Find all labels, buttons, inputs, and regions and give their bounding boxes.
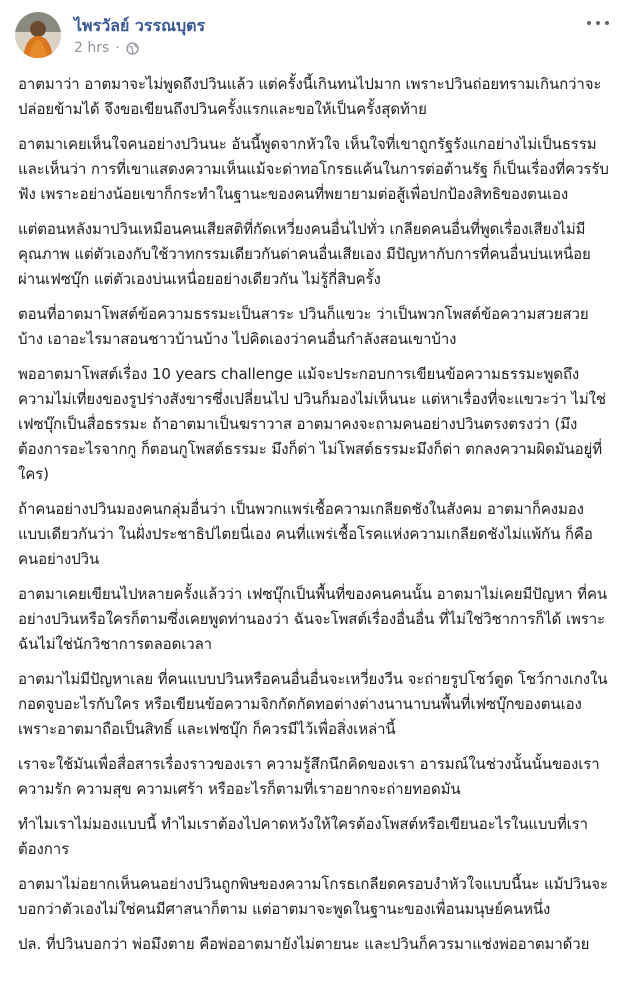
- post-paragraph: ปล. ที่ปวินบอกว่า พ่อมึงตาย คือพ่ออาตมายังไม่ตายนะ และปวินก็ควรมาแช่งพ่ออาตมาด้วย: [18, 935, 590, 953]
- post-paragraph: ตอนที่อาตมาโพสต์ข้อความธรรมะเป็นสาระ ปวินก็แขวะ ว่าเป็นพวกโพสต์ข้อความสวยสวยบ้าง เอาอะไรมาสอนชาวบ้านบ้าง ไปคิดเองว่าคนอื่นกำลังสอนเขาบ้าง: [18, 305, 589, 348]
- post-header: [0, 0, 623, 72]
- post-timestamp[interactable]: 2 hrs: [74, 40, 110, 56]
- more-horizontal-icon[interactable]: [587, 16, 609, 30]
- post-paragraph: อาตมาไม่อยากเห็นคนอย่างปวินถูกพิษของความโกรธเกลียดครอบงำหัวใจแบบนี้นะ แม้ปวินจะบอกว่าตัวเองไม่ใช่คนมีศาสนาก็ตาม แต่อาตมาจะพูดในฐานะของเพื่อนมนุษย์คนหนึ่ง: [18, 875, 608, 918]
- post-paragraph: อาตมาเคยเห็นใจคนอย่างปวินนะ อันนี้พูดจากหัวใจ เห็นใจที่เขาถูกรัฐรังแกอย่างไม่เป็นธรรม และเห็นว่า การที่เขาแสดงความเห็นแม้จะด่าทอโกรธแค้นในการต่อต้านรัฐ ก็เป็นเรื่องที่ควรรับฟัง เพราะอย่างน้อยเขาก็กระทำในฐานะของคนที่พยายามต่อสู้เพื่อปกป้องสิทธิของตนเอง: [18, 135, 609, 203]
- author-name[interactable]: ไพรวัลย์ วรรณบุตร: [74, 16, 206, 35]
- author-avatar[interactable]: [15, 12, 61, 58]
- post-paragraph: อาตมาว่า อาตมาจะไม่พูดถึงปวินแล้ว แต่ครั้งนี้เกินทนไปมาก เพราะปวินถ่อยทรามเกินกว่าจะปล่อยข้ามได้ จึงขอเขียนถึงปวินครั้งแรกและขอให้เป็นครั้งสุดท้าย: [18, 75, 602, 118]
- dot: [587, 21, 591, 25]
- post-paragraph: พออาตมาโพสต์เรื่อง 10 years challenge แม้จะประกอบการเขียนข้อความธรรมะพูดถึงความไม่เที่ยงของรูปร่างสังขารซึ่งเปลี่ยนไป ปวินก็มองไม่เห็นนะ แต่หาเรื่องที่จะแขวะว่า ไม่ใช่เฟซบุ๊กเป็นสื่อธรรมะ ถ้าอาตมาเป็นฆราวาส อาตมาคงจะถามคนอย่างปวินตรงตรงว่า (มึงต้องการอะไรจากกู ก็ตอนกูโพสต์ธรรมะ มึงก็ด่า ไม่โพสต์ธรรมะมึงก็ด่า ตกลงความผิดมันอยู่ที่ใคร): [18, 365, 606, 483]
- post-paragraph: แต่ตอนหลังมาปวินเหมือนคนเสียสติที่กัดเหวี่ยงคนอื่นไปทั่ว เกลียดคนอื่นที่พูดเรื่องเสียงไม่มีคุณภาพ แต่ตัวเองกับใช้วาทกรรมเดียวกันด่าคนอื่นเสียเอง มีปัญหากับการที่คนอื่นบ่นเหนื่อยผ่านเฟซบุ๊ก แต่ตัวเองบ่นเหนื่อยอย่างเดียวกัน ไม่รู้กี่สิบครั้ง: [18, 220, 591, 288]
- post-meta: [74, 40, 139, 56]
- dot: [596, 21, 600, 25]
- avatar-image: [15, 12, 61, 58]
- post-paragraph: อาตมาไม่มีปัญหาเลย ที่คนแบบปวินหรือคนอื่นอื่นจะเหวี่ยงวีน จะถ่ายรูปโชว์ตูด โชว์กางเกงใน กอดจูบอะไรกับใคร หรือเขียนข้อความจิกกัดกัดทอต่างต่างนานาบนพื้นที่เฟซบุ๊กของตนเอง เพราะอาตมาถือเป็นสิทธิ์ และเฟซบุ๊ก ก็ควรมีไว้เพื่อสิ่งเหล่านี้: [18, 670, 608, 738]
- post-body: [0, 72, 623, 957]
- globe-icon[interactable]: [126, 42, 139, 55]
- post-paragraph: ถ้าคนอย่างปวินมองคนกลุ่มอื่นว่า เป็นพวกแพร่เชื้อความเกลียดชังในสังคม อาตมาก็คงมองแบบเดียวกันว่า ในฝั่งประชาธิปไตยนี่เอง คนที่แพร่เชื้อโรคแห่งความเกลียดชังไม่แพ้กัน ก็คือคนอย่างปวิน: [18, 500, 593, 568]
- dot: [605, 21, 609, 25]
- post-paragraph: อาตมาเคยเขียนไปหลายครั้งแล้วว่า เฟซบุ๊กเป็นพื้นที่ของคนคนนั้น อาตมาไม่เคยมีปัญหา ที่คนอย่างปวินหรือใครก็ตามซึ่งเคยพูดท่านองว่า ฉันจะโพสต์เรื่องอื่นอื่น ที่ไม่ใช่วิชาการก็ได้ เพราะฉันไม่ใช่นักวิชาการตลอดเวลา: [18, 585, 608, 653]
- post-paragraph: ทำไมเราไม่มองแบบนี้ ทำไมเราต้องไปคาดหวังให้ใครต้องโพสต์หรือเขียนอะไรในแบบที่เราต้องการ: [18, 815, 588, 858]
- post-paragraph: เราจะใช้มันเพื่อสื่อสารเรื่องราวของเรา ความรู้สึกนึกคิดของเรา อารมณ์ในช่วงนั้นนั้นของเรา ความรัก ความสุข ความเศร้า หรืออะไรก็ตามที่เราอยากจะถ่ายทอดมัน: [18, 755, 600, 798]
- meta-separator: ·: [115, 40, 120, 56]
